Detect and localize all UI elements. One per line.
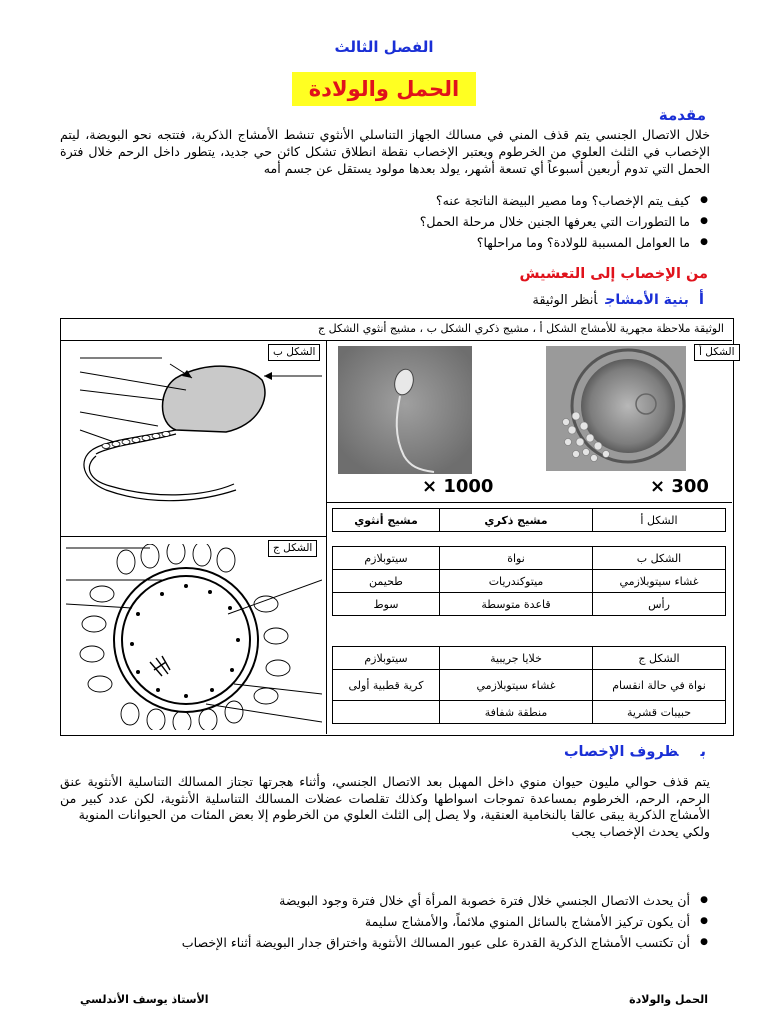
- table-figure-b: [332, 546, 726, 616]
- figure-b-label: الشكل ب: [268, 344, 320, 361]
- table-cell: سيتوبلازم: [333, 547, 440, 570]
- document-caption: الوثيقة ملاحظة مجهرية للأمشاج الشكل أ ، مشيج ذكري الشكل ب ، مشيج أنثوي الشكل ج: [317, 322, 724, 335]
- table-cell: سوط: [333, 593, 440, 616]
- section-2-heading: ظروف الإخصاب: [563, 744, 679, 760]
- footer-title: الحمل والولادة: [629, 993, 708, 1006]
- figure-c-label: الشكل ج: [268, 540, 317, 557]
- fertilization-paragraph: يتم قذف حوالي مليون حيوان منوي داخل المهبل بعد الاتصال الجنسي، وأثناء هجرتها تجتاز المسالك التناسلية الأنثوية عنق الرحم، الرحم، الخرطوم بمساعدة تموجات اسواطها وكذلك تقلصات عضلات المسالك التناسلية الأنثوية، لكن عدد كبير من الأمشاج الذكرية يبقى عالقا بالنخامية العنقية، ولا يصل إلى الثلث العلوي من الخرطوم إلا بعض المئات من الحيوانات المنوية: [60, 774, 710, 822]
- table-cell: حبيبات قشرية: [593, 701, 726, 724]
- magnification-egg: × 300: [650, 476, 709, 497]
- table-row: [333, 509, 726, 532]
- table-cell: نواة في حالة انقسام: [593, 670, 726, 701]
- subsection-note: أنظر الوثيقة: [532, 293, 598, 308]
- figure-a-label: الشكل أ: [694, 344, 740, 361]
- table-row: [333, 647, 726, 670]
- question-item: ● ما التطورات التي يعرفها الجنين خلال مرحلة الحمل؟: [60, 211, 710, 232]
- table-row: [333, 570, 726, 593]
- section-1-title: من الإخصاب إلى التعشيش: [519, 266, 708, 282]
- table-cell: نواة: [440, 547, 593, 570]
- table-cell: الشكل ج: [593, 647, 726, 670]
- page-title: الحمل والولادة: [308, 77, 460, 101]
- question-item: ● كيف يتم الإخصاب؟ وما مصير البيضة الناتجة عنه؟: [60, 190, 710, 211]
- egg-photo: [546, 346, 686, 471]
- egg-diagram: [66, 544, 322, 730]
- table-row: [333, 547, 726, 570]
- divider-horizontal: [60, 536, 326, 537]
- condition-item: ● أن يكون تركيز الأمشاج بالسائل المنوي ملائماً، والأمشاج سليمة: [60, 911, 710, 932]
- divider-vertical: [326, 340, 327, 734]
- question-item: ● ما العوامل المسببة للولادة؟ وما مراحلها؟: [60, 232, 710, 253]
- table-cell: سيتوبلازم: [333, 647, 440, 670]
- table-row: [333, 593, 726, 616]
- footer-author: الأستاذ يوسف الأندلسي: [80, 993, 209, 1006]
- subsection-title: بنية الأمشاج: [605, 292, 689, 308]
- table-cell: الشكل ب: [593, 547, 726, 570]
- table-figure-a: [332, 508, 726, 532]
- condition-item: ● أن تكتسب الأمشاج الذكرية القدرة على عبور المسالك الأنثوية واختراق جدار البويضة أثناء الإخصاب: [60, 932, 710, 953]
- intro-paragraph: خلال الاتصال الجنسي يتم قذف المني في مسالك الجهاز التناسلي الأنثوي تنشط الأمشاج الذكرية، فتتجه نحو البويضة، ليتم الإخصاب في الثلث العلوي من الخرطوم ويعتبر الإخصاب نقطة انطلاق تشكل كائن حي جديد، يتطور داخل الرحم خلال فترة الحمل التي تدوم أربعين أسبوعاً أي تسعة أشهر، يولد بعدها مولود يستقل عن جسم أمه: [60, 127, 710, 176]
- table-row: [333, 701, 726, 724]
- table-cell: قاعدة متوسطة: [440, 593, 593, 616]
- table-cell: منطقة شفافة: [440, 701, 593, 724]
- table-cell: ميتوكندريات: [440, 570, 593, 593]
- table-cell: غشاء سيتوبلازمي: [593, 570, 726, 593]
- divider-horizontal: [326, 502, 732, 503]
- table-cell: طحيمن: [333, 570, 440, 593]
- conditions-lead: ولكي يحدث الإخصاب يجب: [571, 823, 710, 839]
- conditions-list: [60, 890, 710, 953]
- sperm-diagram: [66, 350, 322, 530]
- intro-heading: مقدمة: [658, 106, 706, 124]
- title-banner: [292, 72, 476, 106]
- table-cell: كرية قطبية أولى: [333, 670, 440, 701]
- table-cell: مشيج أنثوي: [333, 509, 440, 532]
- table-cell: رأس: [593, 593, 726, 616]
- subsection-letter: أ: [698, 290, 704, 308]
- document-header: [60, 318, 732, 341]
- table-cell: الشكل أ: [593, 509, 726, 532]
- table-cell: [333, 701, 440, 724]
- condition-item: ● أن يحدث الاتصال الجنسي خلال فترة خصوبة المرأة أي خلال فترة وجود البويضة: [60, 890, 710, 911]
- section-2-paragraph: [60, 774, 710, 840]
- question-list: [60, 190, 710, 253]
- table-figure-c: [332, 646, 726, 724]
- magnification-sperm: × 1000: [422, 476, 494, 497]
- sperm-photo: [338, 346, 472, 474]
- table-row: [333, 670, 726, 701]
- chapter-title: الفصل الثالث: [334, 38, 434, 56]
- table-cell: خلايا جريبية: [440, 647, 593, 670]
- table-cell: غشاء سيتوبلازمي: [440, 670, 593, 701]
- table-cell: مشيج ذكري: [440, 509, 593, 532]
- section-2-title: [564, 744, 706, 760]
- section-2-letter: ب: [700, 744, 706, 760]
- subsection-a: [532, 290, 704, 308]
